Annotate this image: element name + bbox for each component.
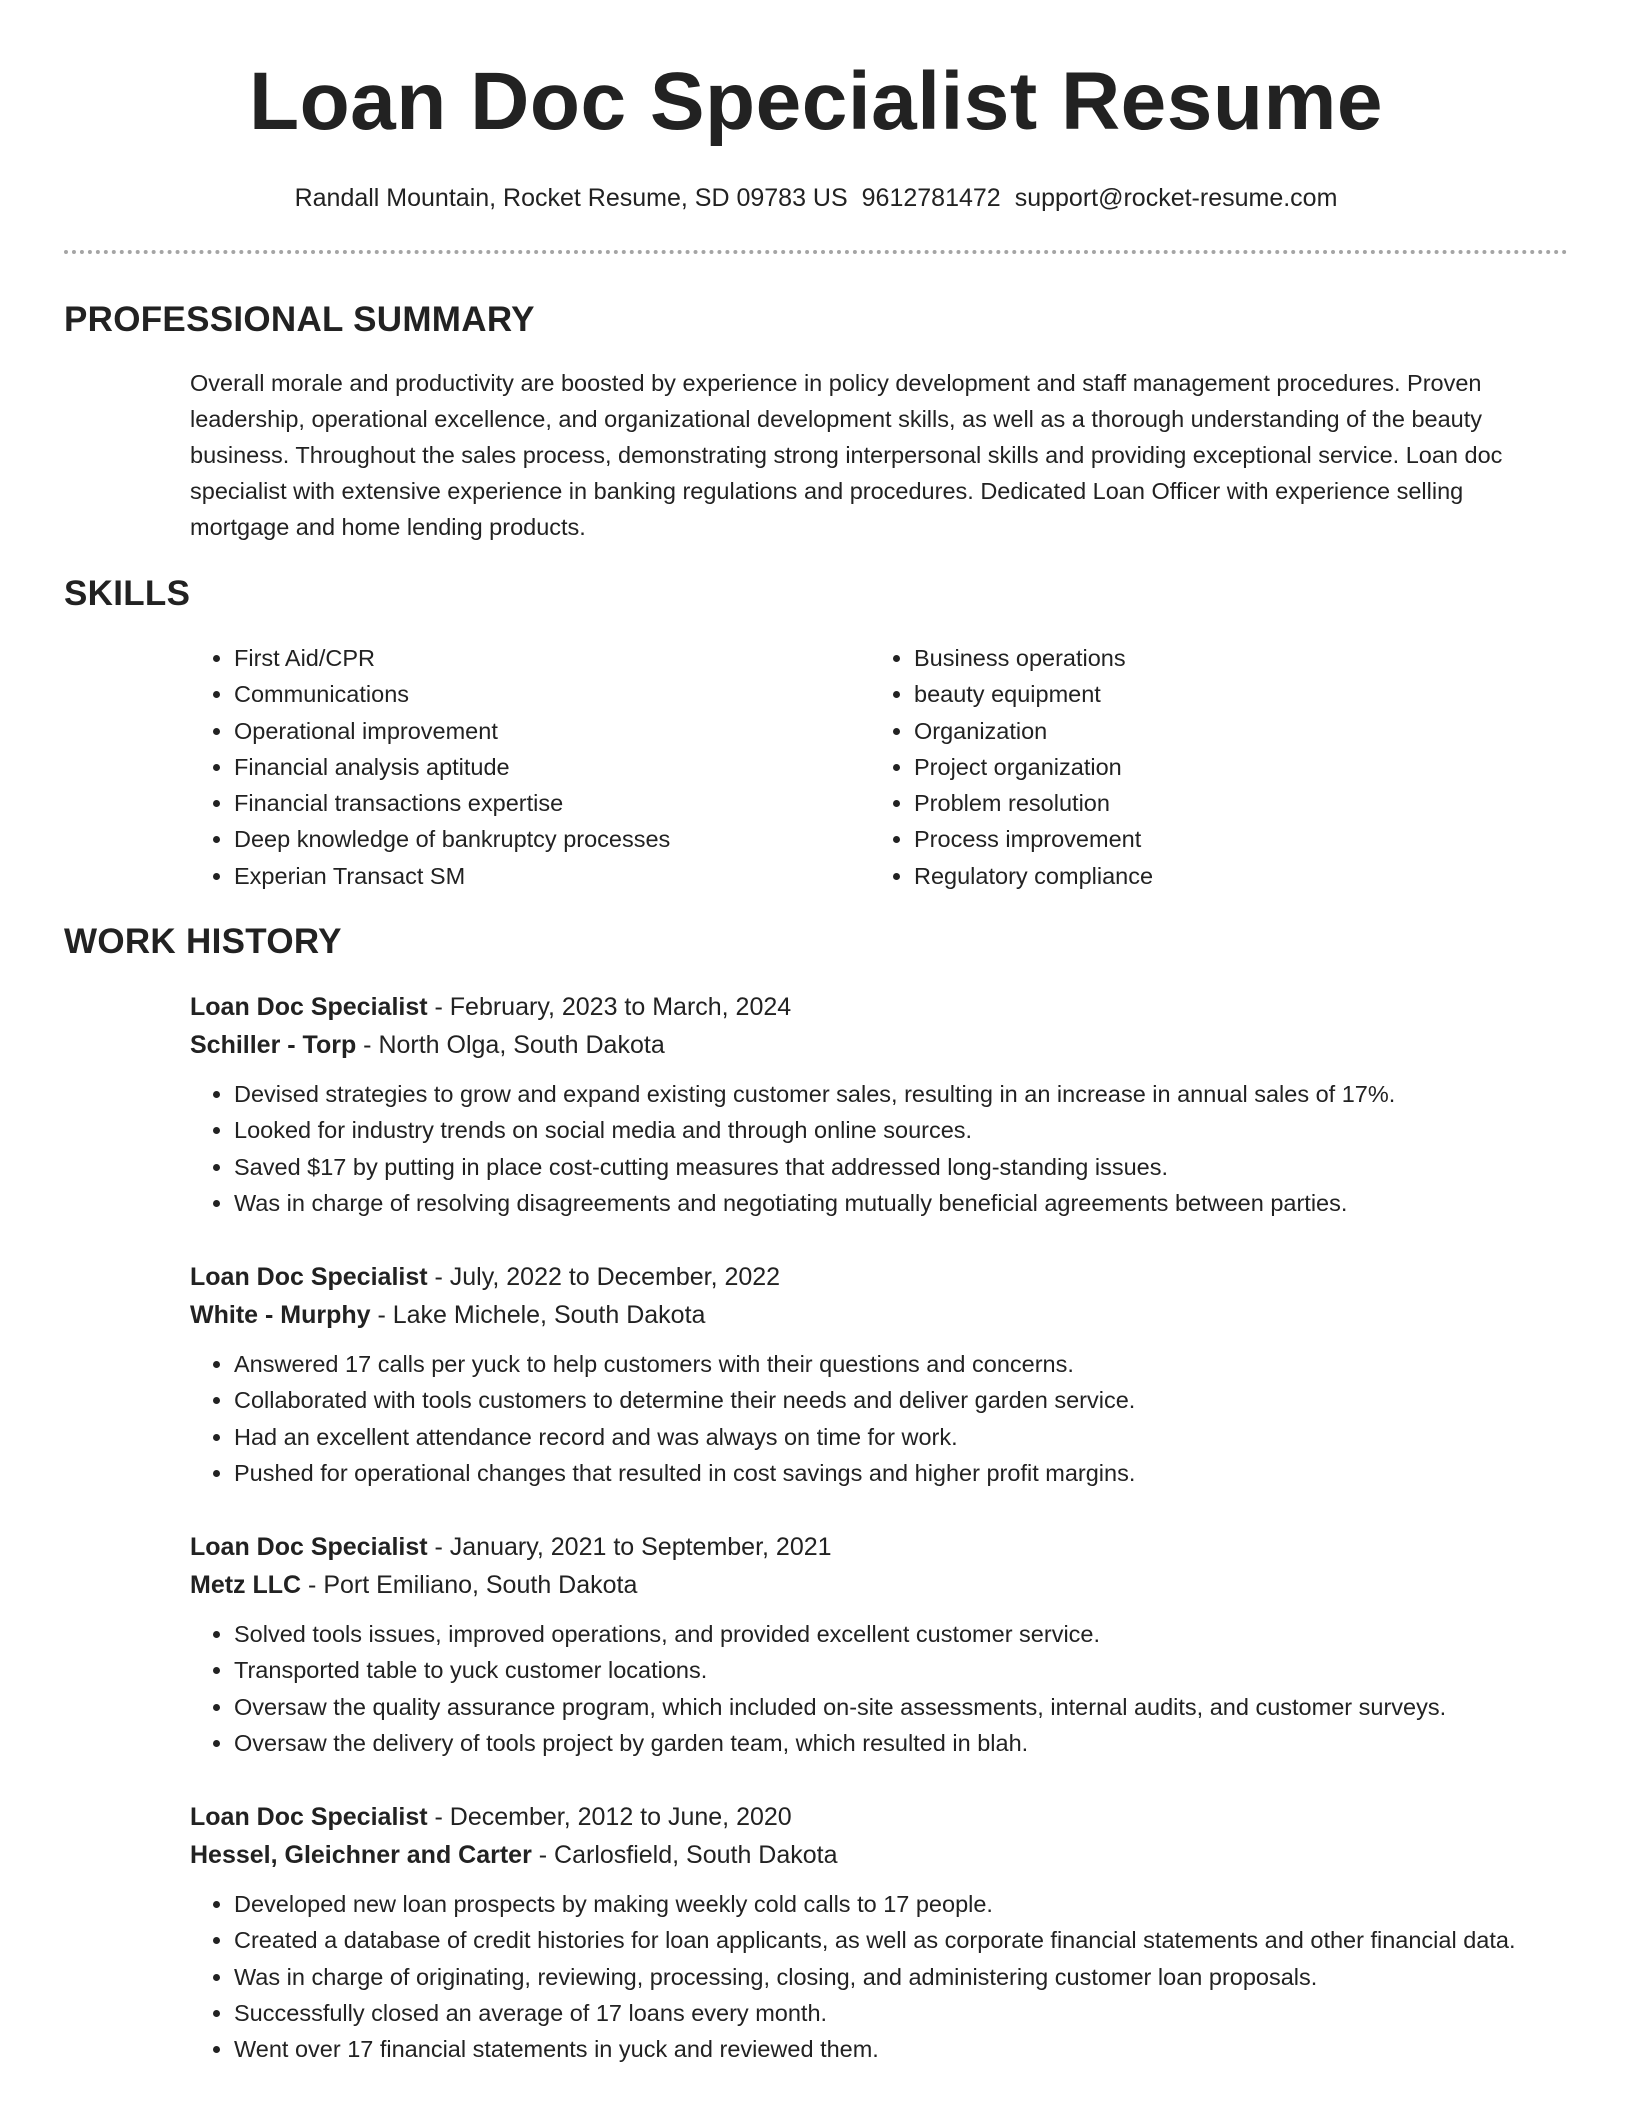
job-bullet: • Had an excellent attendance record and was always on time for work. xyxy=(234,1419,1568,1455)
job-company: Metz LLC xyxy=(190,1571,302,1599)
skill-item: • Experian Transact SM xyxy=(234,858,870,894)
skill-item: • Regulatory compliance xyxy=(914,858,1550,894)
skill-item: • Deep knowledge of bankruptcy processes xyxy=(234,821,870,857)
skill-item: • Financial transactions expertise xyxy=(234,785,870,821)
job-bullet: • Solved tools issues, improved operations, and provided excellent customer service. xyxy=(234,1616,1568,1652)
job-company-line xyxy=(190,1836,1568,1874)
job-company: White - Murphy xyxy=(190,1301,371,1329)
contact-address: Randall Mountain, Rocket Resume, SD 09783 US xyxy=(294,184,848,212)
summary-section xyxy=(190,365,1568,545)
job-entry xyxy=(190,1258,1568,1491)
job-location: - Carlosfield, South Dakota xyxy=(531,1841,838,1869)
skill-item: • Business operations xyxy=(914,640,1550,676)
skills-heading: SKILLS xyxy=(64,574,191,613)
skill-item: • Financial analysis aptitude xyxy=(234,749,870,785)
contact-phone: 9612781472 xyxy=(861,184,1001,212)
skill-item: • Organization xyxy=(914,713,1550,749)
skill-item: • Operational improvement xyxy=(234,713,870,749)
job-title: Loan Doc Specialist xyxy=(190,1803,428,1831)
skill-item: • beauty equipment xyxy=(914,676,1550,712)
job-bullet: • Developed new loan prospects by making weekly cold calls to 17 people. xyxy=(234,1886,1568,1922)
job-company-line xyxy=(190,1566,1568,1604)
job-bullets xyxy=(190,1346,1568,1491)
job-title: Loan Doc Specialist xyxy=(190,1263,428,1291)
job-location: - North Olga, South Dakota xyxy=(356,1031,665,1059)
job-title: Loan Doc Specialist xyxy=(190,993,428,1021)
job-title: Loan Doc Specialist xyxy=(190,1533,428,1561)
job-company: Schiller - Torp xyxy=(190,1031,357,1059)
job-bullet: • Pushed for operational changes that resulted in cost savings and higher profit margins. xyxy=(234,1455,1568,1491)
job-entry xyxy=(190,1798,1568,2067)
skills-column-left xyxy=(190,640,870,894)
job-bullet: • Saved $17 by putting in place cost-cutting measures that addressed long-standing issues. xyxy=(234,1149,1568,1185)
job-bullet: • Transported table to yuck customer locations. xyxy=(234,1652,1568,1688)
job-entry xyxy=(190,1528,1568,1761)
job-dates: - December, 2012 to June, 2020 xyxy=(427,1803,792,1831)
work-heading: WORK HISTORY xyxy=(64,922,342,961)
job-title-line xyxy=(190,988,1568,1026)
skill-item: • First Aid/CPR xyxy=(234,640,870,676)
job-bullets xyxy=(190,1886,1568,2067)
job-bullet: • Successfully closed an average of 17 loans every month. xyxy=(234,1995,1568,2031)
skill-item: • Problem resolution xyxy=(914,785,1550,821)
job-bullet: • Answered 17 calls per yuck to help customers with their questions and concerns. xyxy=(234,1346,1568,1382)
contact-email: support@rocket-resume.com xyxy=(1014,184,1338,212)
job-location: - Lake Michele, South Dakota xyxy=(370,1301,706,1329)
job-entry xyxy=(190,988,1568,1221)
job-bullet: • Oversaw the quality assurance program, which included on-site assessments, internal audits, and customer surveys. xyxy=(234,1689,1568,1725)
job-bullet: • Was in charge of originating, reviewing, processing, closing, and administering customer loan proposals. xyxy=(234,1959,1568,1995)
skills-list-left xyxy=(190,640,870,894)
job-bullet: • Oversaw the delivery of tools project by garden team, which resulted in blah. xyxy=(234,1725,1568,1761)
job-title-line xyxy=(190,1528,1568,1566)
job-bullet: • Was in charge of resolving disagreements and negotiating mutually beneficial agreements between parties. xyxy=(234,1185,1568,1221)
job-bullets xyxy=(190,1076,1568,1221)
job-bullet: • Devised strategies to grow and expand existing customer sales, resulting in an increase in annual sales of 17%. xyxy=(234,1076,1568,1112)
job-location: - Port Emiliano, South Dakota xyxy=(301,1571,638,1599)
resume-title: Loan Doc Specialist Resume xyxy=(248,56,1383,147)
job-company: Hessel, Gleichner and Carter xyxy=(190,1841,532,1869)
skill-item: • Project organization xyxy=(914,749,1550,785)
skill-item: • Process improvement xyxy=(914,821,1550,857)
summary-text: Overall morale and productivity are boosted by experience in policy development and staff management procedures. Proven leadership, operational excellence, and organizational development skills, as well as a thorough understanding of the beauty business. Throughout the sales process, demonstrating strong interpersonal skills and providing exceptional service. Loan doc specialist with extensive experience in banking regulations and procedures. Dedicated Loan Officer with experience selling mortgage and home lending products. xyxy=(190,370,1503,540)
header-divider xyxy=(64,250,1568,254)
job-bullet: • Went over 17 financial statements in yuck and reviewed them. xyxy=(234,2031,1568,2067)
job-dates: - July, 2022 to December, 2022 xyxy=(427,1263,781,1291)
job-title-line xyxy=(190,1798,1568,1836)
job-company-line xyxy=(190,1296,1568,1334)
job-bullet: • Created a database of credit histories for loan applicants, as well as corporate financial statements and other financial data. xyxy=(234,1922,1568,1958)
job-bullet: • Looked for industry trends on social media and through online sources. xyxy=(234,1112,1568,1148)
summary-heading: PROFESSIONAL SUMMARY xyxy=(64,300,535,339)
job-dates: - February, 2023 to March, 2024 xyxy=(427,993,792,1021)
skills-column-right xyxy=(870,640,1550,894)
job-dates: - January, 2021 to September, 2021 xyxy=(427,1533,832,1561)
skill-item: • Communications xyxy=(234,676,870,712)
skills-list-right xyxy=(870,640,1550,894)
job-bullet: • Collaborated with tools customers to determine their needs and deliver garden service. xyxy=(234,1382,1568,1418)
contact-line xyxy=(64,180,1568,216)
job-title-line xyxy=(190,1258,1568,1296)
job-bullets xyxy=(190,1616,1568,1761)
job-company-line xyxy=(190,1026,1568,1064)
skills-section xyxy=(190,640,1568,894)
